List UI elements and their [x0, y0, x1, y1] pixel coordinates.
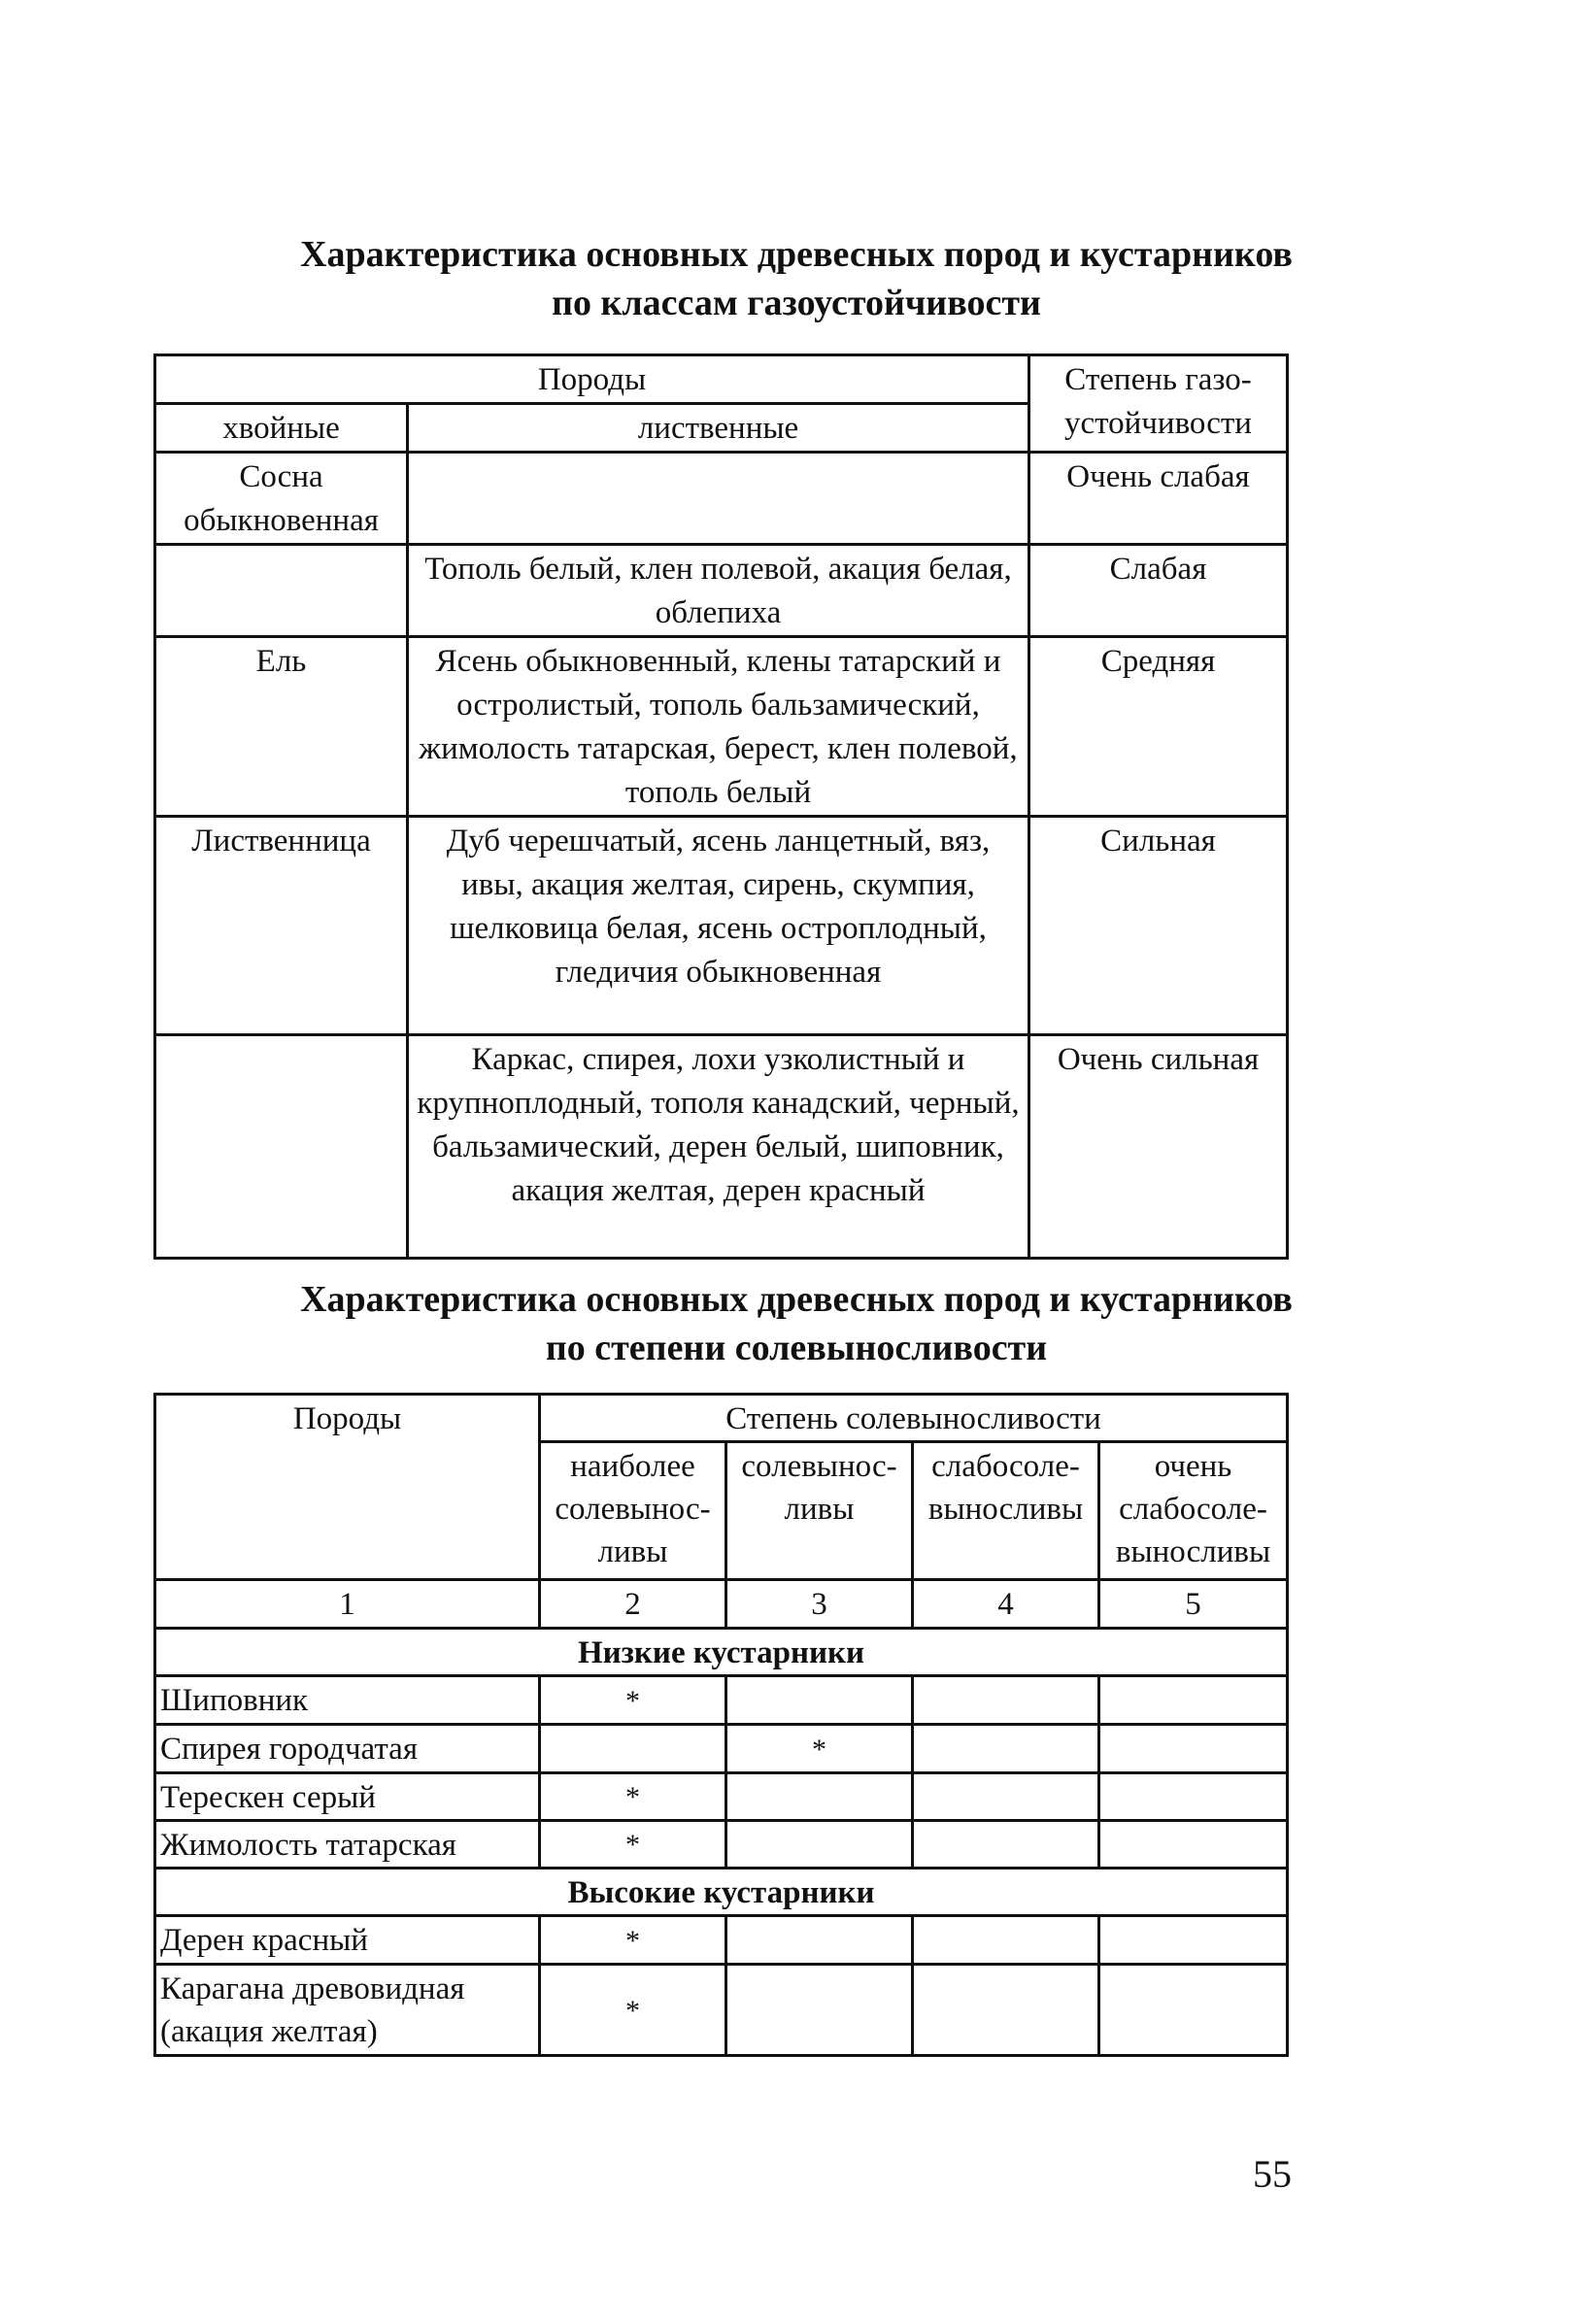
table-row [155, 1773, 1288, 1821]
deciduous-cell: Тополь белый, клен полевой, акация белая, облепиха [408, 545, 1029, 637]
mark-cell [1099, 1965, 1288, 2056]
degree-cell: Очень слабая [1029, 453, 1288, 545]
mark-cell [726, 1773, 913, 1821]
salt-table-title [97, 1275, 1496, 1372]
conifers-cell: Сосна обыкновенная [155, 453, 408, 545]
header-level-very-weak: очень слабосоле-выносливы [1099, 1442, 1288, 1580]
column-number: 5 [1099, 1580, 1288, 1629]
header-level-weak: слабосоле-выносливы [913, 1442, 1099, 1580]
table-row [155, 453, 1288, 545]
gas-table-title-line-1: Характеристика основных древесных пород и кустарников [300, 234, 1293, 275]
mark-cell [913, 1773, 1099, 1821]
conifers-cell [155, 1035, 408, 1259]
deciduous-cell: Дуб черешчатый, ясень ланцетный, вяз, ивы, акация желтая, сирень, скумпия, шелковица белая, ясень остроплодный, гледичия обыкновенная [408, 817, 1029, 1035]
mark-cell: * [540, 1965, 726, 2056]
column-number: 4 [913, 1580, 1099, 1629]
header-deciduous: лиственные [408, 404, 1029, 453]
mark-cell: * [726, 1725, 913, 1773]
conifers-cell [155, 545, 408, 637]
mark-cell [1099, 1916, 1288, 1965]
conifers-cell: Лиственница [155, 817, 408, 1035]
column-number: 3 [726, 1580, 913, 1629]
header-level-tolerant: солевынос-ливы [726, 1442, 913, 1580]
mark-cell [1099, 1725, 1288, 1773]
table-row [155, 1035, 1288, 1259]
deciduous-cell: Каркас, спирея, лохи узколистный и крупноплодный, тополя канадский, черный, бальзамический, дерен белый, шиповник, акация желтая, дерен красный [408, 1035, 1029, 1259]
degree-cell: Средняя [1029, 637, 1288, 817]
species-cell: Жимолость татарская [155, 1821, 540, 1869]
mark-cell [726, 1676, 913, 1725]
degree-cell: Очень сильная [1029, 1035, 1288, 1259]
mark-cell [1099, 1676, 1288, 1725]
table-row [155, 1725, 1288, 1773]
section-heading-tall-shrubs: Высокие кустарники [155, 1869, 1288, 1916]
degree-cell: Слабая [1029, 545, 1288, 637]
salt-table-title-line-2: по степени солевыносливости [545, 1328, 1048, 1368]
mark-cell [913, 1965, 1099, 2056]
table-row [155, 1965, 1288, 2056]
table-row [155, 545, 1288, 637]
mark-cell: * [540, 1821, 726, 1869]
header-conifers: хвойные [155, 404, 408, 453]
table-row [155, 1916, 1288, 1965]
gas-resistance-table [153, 354, 1289, 1260]
column-number-row [155, 1580, 1288, 1629]
header-level-most-tolerant: наиболее солевынос-ливы [540, 1442, 726, 1580]
mark-cell [913, 1676, 1099, 1725]
section-heading-low-shrubs: Низкие кустарники [155, 1629, 1288, 1676]
salt-table-title-line-1: Характеристика основных древесных пород и кустарников [300, 1279, 1293, 1320]
conifers-cell: Ель [155, 637, 408, 817]
mark-cell: * [540, 1916, 726, 1965]
header-species: Породы [155, 1395, 540, 1580]
header-species: Породы [155, 355, 1029, 404]
species-cell: Дерен красный [155, 1916, 540, 1965]
mark-cell [726, 1916, 913, 1965]
table-row [155, 1821, 1288, 1869]
mark-cell [913, 1725, 1099, 1773]
column-number: 1 [155, 1580, 540, 1629]
degree-cell: Сильная [1029, 817, 1288, 1035]
salt-tolerance-table [153, 1393, 1289, 2057]
header-degree: Степень солевыносливости [540, 1395, 1288, 1442]
deciduous-cell [408, 453, 1029, 545]
deciduous-cell: Ясень обыкновенный, клены татарский и остролистый, тополь бальзамический, жимолость татарская, берест, клен полевой, тополь белый [408, 637, 1029, 817]
gas-table-title-line-2: по классам газоустойчивости [552, 283, 1041, 323]
table-row [155, 637, 1288, 817]
species-cell: Карагана древовидная (акация желтая) [155, 1965, 540, 2056]
mark-cell [1099, 1773, 1288, 1821]
mark-cell [913, 1916, 1099, 1965]
page-number: 55 [1253, 2152, 1292, 2196]
mark-cell [540, 1725, 726, 1773]
header-degree: Степень газо-устойчивости [1029, 355, 1288, 453]
mark-cell: * [540, 1773, 726, 1821]
species-cell: Шиповник [155, 1676, 540, 1725]
species-cell: Спирея городчатая [155, 1725, 540, 1773]
table-row [155, 817, 1288, 1035]
table-row [155, 1676, 1288, 1725]
mark-cell [913, 1821, 1099, 1869]
species-cell: Терескен серый [155, 1773, 540, 1821]
mark-cell [1099, 1821, 1288, 1869]
column-number: 2 [540, 1580, 726, 1629]
gas-table-title [97, 230, 1496, 327]
mark-cell [726, 1965, 913, 2056]
mark-cell: * [540, 1676, 726, 1725]
mark-cell [726, 1821, 913, 1869]
